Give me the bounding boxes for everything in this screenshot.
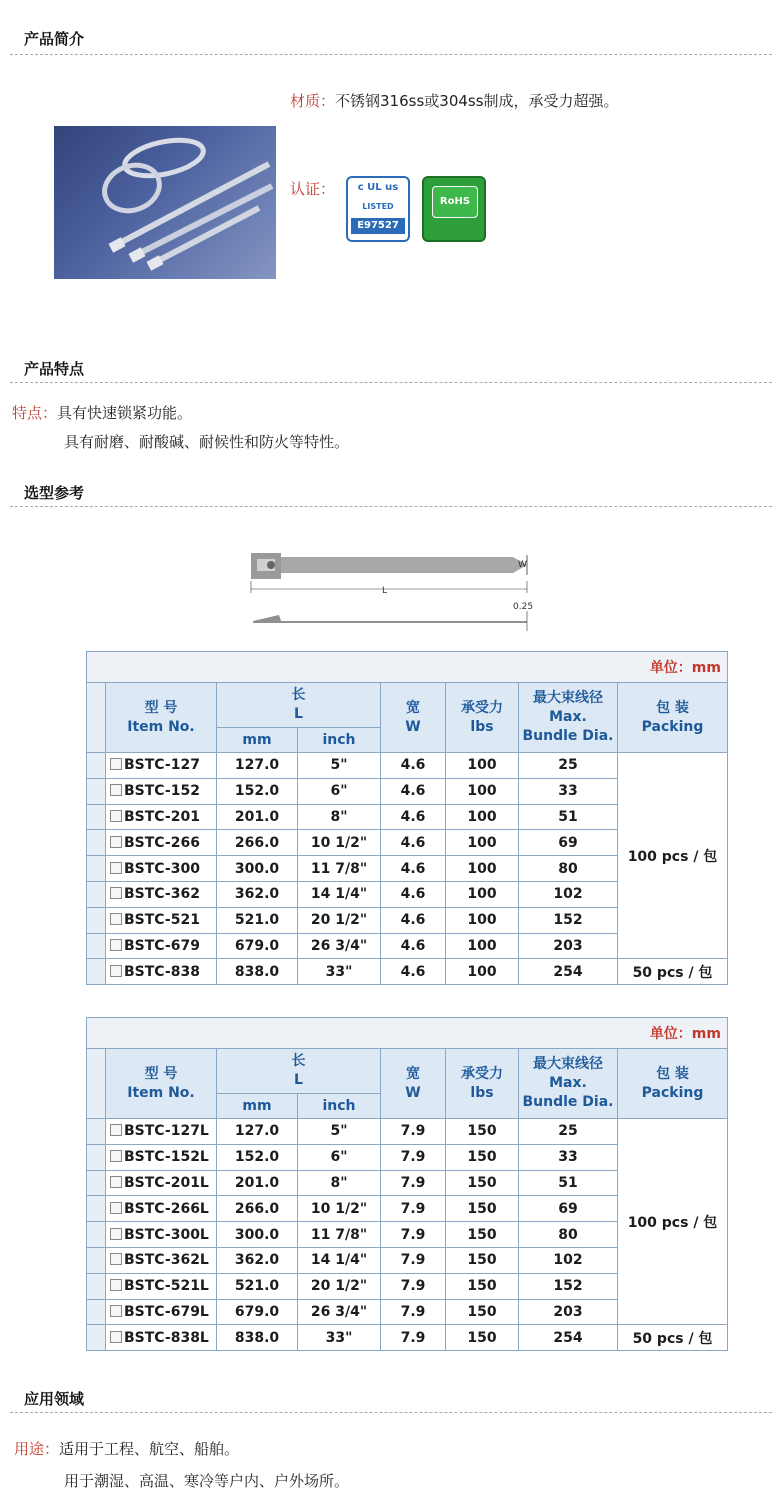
application-text-2: 用于潮湿、高温、寒冷等户内、户外场所。	[64, 1472, 350, 1490]
cert-label: 认证：	[290, 180, 336, 198]
row-checkbox[interactable]	[110, 939, 122, 951]
mm-cell: 266.0	[217, 1196, 298, 1222]
load-cell: 150	[446, 1222, 519, 1248]
item-cell: BSTC-838L	[106, 1325, 217, 1351]
bundle-cell: 203	[519, 1299, 618, 1325]
row-checkbox[interactable]	[110, 1202, 122, 1214]
row-gutter	[87, 778, 106, 804]
header-inch: inch	[298, 728, 381, 753]
inch-cell: 26 3/4"	[298, 1299, 381, 1325]
row-checkbox[interactable]	[110, 1279, 122, 1291]
width-cell: 4.6	[381, 933, 446, 959]
row-checkbox[interactable]	[110, 965, 122, 977]
table-row	[87, 959, 728, 985]
row-checkbox[interactable]	[110, 836, 122, 848]
inch-cell: 10 1/2"	[298, 1196, 381, 1222]
inch-cell: 8"	[298, 1170, 381, 1196]
load-cell: 150	[446, 1144, 519, 1170]
inch-cell: 14 1/4"	[298, 881, 381, 907]
row-checkbox[interactable]	[110, 1331, 122, 1343]
packing-cell: 50 pcs / 包	[618, 1325, 728, 1351]
load-cell: 150	[446, 1273, 519, 1299]
row-gutter	[87, 1049, 106, 1119]
material-label: 材质：	[290, 92, 336, 110]
inch-cell: 33"	[298, 959, 381, 985]
bundle-cell: 80	[519, 856, 618, 882]
row-checkbox[interactable]	[110, 1124, 122, 1136]
item-cell: BSTC-521	[106, 907, 217, 933]
header-width: 宽 W	[381, 683, 446, 753]
load-cell: 100	[446, 804, 519, 830]
rohs-text: RoHS	[432, 186, 478, 218]
width-cell: 4.6	[381, 856, 446, 882]
item-cell: BSTC-201	[106, 804, 217, 830]
mm-cell: 521.0	[217, 907, 298, 933]
application-line-1	[14, 1438, 239, 1459]
item-cell: BSTC-362	[106, 881, 217, 907]
load-cell: 100	[446, 778, 519, 804]
section-divider	[10, 1412, 772, 1413]
row-checkbox[interactable]	[110, 1253, 122, 1265]
feature-line-1	[12, 402, 192, 423]
inch-cell: 5"	[298, 1119, 381, 1145]
mm-cell: 838.0	[217, 959, 298, 985]
row-gutter	[87, 830, 106, 856]
dim-thickness-label: 0.25	[513, 602, 534, 612]
rohs-badge	[422, 176, 486, 242]
bundle-cell: 51	[519, 1170, 618, 1196]
width-cell: 7.9	[381, 1170, 446, 1196]
item-cell: BSTC-300	[106, 856, 217, 882]
mm-cell: 521.0	[217, 1273, 298, 1299]
row-gutter	[87, 1325, 106, 1351]
spec-table-standard	[86, 651, 728, 985]
inch-cell: 8"	[298, 804, 381, 830]
load-cell: 150	[446, 1247, 519, 1273]
item-cell: BSTC-300L	[106, 1222, 217, 1248]
load-cell: 100	[446, 907, 519, 933]
width-cell: 4.6	[381, 907, 446, 933]
load-cell: 150	[446, 1299, 519, 1325]
load-cell: 150	[446, 1170, 519, 1196]
inch-cell: 6"	[298, 1144, 381, 1170]
bundle-cell: 69	[519, 830, 618, 856]
row-gutter	[87, 933, 106, 959]
feature-text-2: 具有耐磨、耐酸碱、耐候性和防火等特性。	[64, 433, 350, 451]
header-packing: 包 装 Packing	[618, 683, 728, 753]
item-cell: BSTC-201L	[106, 1170, 217, 1196]
header-length: 长 L	[217, 683, 381, 728]
item-cell: BSTC-362L	[106, 1247, 217, 1273]
row-gutter	[87, 856, 106, 882]
width-cell: 4.6	[381, 778, 446, 804]
mm-cell: 127.0	[217, 753, 298, 779]
header-item: 型 号 Item No.	[106, 1049, 217, 1119]
header-load: 承受力 lbs	[446, 1049, 519, 1119]
item-cell: BSTC-266	[106, 830, 217, 856]
bundle-cell: 203	[519, 933, 618, 959]
bundle-cell: 102	[519, 881, 618, 907]
mm-cell: 201.0	[217, 804, 298, 830]
row-gutter	[87, 1299, 106, 1325]
spec-table-large	[86, 1017, 728, 1351]
row-checkbox[interactable]	[110, 758, 122, 770]
item-cell: BSTC-679L	[106, 1299, 217, 1325]
material-text: 不锈钢316ss或304ss制成，承受力超强。	[335, 92, 619, 110]
mm-cell: 362.0	[217, 1247, 298, 1273]
item-cell: BSTC-838	[106, 959, 217, 985]
item-cell: BSTC-127	[106, 753, 217, 779]
row-gutter	[87, 881, 106, 907]
row-gutter	[87, 753, 106, 779]
row-checkbox[interactable]	[110, 1176, 122, 1188]
mm-cell: 127.0	[217, 1119, 298, 1145]
load-cell: 150	[446, 1325, 519, 1351]
load-cell: 100	[446, 933, 519, 959]
header-mm: mm	[217, 728, 298, 753]
row-gutter	[87, 907, 106, 933]
feature-text-1: 具有快速锁紧功能。	[57, 404, 193, 422]
row-checkbox[interactable]	[110, 887, 122, 899]
header-bundle: 最大束线径 Max. Bundle Dia.	[519, 683, 618, 753]
width-cell: 4.6	[381, 881, 446, 907]
width-cell: 4.6	[381, 959, 446, 985]
width-cell: 7.9	[381, 1273, 446, 1299]
load-cell: 100	[446, 881, 519, 907]
inch-cell: 20 1/2"	[298, 907, 381, 933]
bundle-cell: 69	[519, 1196, 618, 1222]
header-inch: inch	[298, 1094, 381, 1119]
header-length: 长 L	[217, 1049, 381, 1094]
mm-cell: 266.0	[217, 830, 298, 856]
load-cell: 100	[446, 830, 519, 856]
width-cell: 4.6	[381, 753, 446, 779]
load-cell: 100	[446, 753, 519, 779]
item-cell: BSTC-127L	[106, 1119, 217, 1145]
row-gutter	[87, 959, 106, 985]
item-cell: BSTC-521L	[106, 1273, 217, 1299]
dim-w-label: W	[518, 560, 527, 570]
row-checkbox[interactable]	[110, 810, 122, 822]
table-row	[87, 1119, 728, 1145]
inch-cell: 5"	[298, 753, 381, 779]
item-cell: BSTC-266L	[106, 1196, 217, 1222]
width-cell: 7.9	[381, 1299, 446, 1325]
inch-cell: 11 7/8"	[298, 856, 381, 882]
item-cell: BSTC-152	[106, 778, 217, 804]
inch-cell: 33"	[298, 1325, 381, 1351]
section-divider	[10, 506, 772, 507]
section-divider	[10, 54, 772, 55]
row-gutter	[87, 1119, 106, 1145]
feature-label: 特点：	[12, 404, 58, 422]
header-bundle: 最大束线径 Max. Bundle Dia.	[519, 1049, 618, 1119]
spec-table	[86, 651, 728, 985]
bundle-cell: 152	[519, 1273, 618, 1299]
mm-cell: 362.0	[217, 881, 298, 907]
table-row	[87, 753, 728, 779]
row-gutter	[87, 804, 106, 830]
row-checkbox[interactable]	[110, 1228, 122, 1240]
packing-cell: 100 pcs / 包	[618, 753, 728, 959]
width-cell: 4.6	[381, 830, 446, 856]
width-cell: 4.6	[381, 804, 446, 830]
row-gutter	[87, 1170, 106, 1196]
item-cell: BSTC-152L	[106, 1144, 217, 1170]
load-cell: 150	[446, 1196, 519, 1222]
material-line	[290, 90, 619, 111]
ul-listed-text: LISTED	[362, 202, 394, 211]
width-cell: 7.9	[381, 1196, 446, 1222]
ul-listed-badge	[346, 176, 410, 242]
unit-label: 单位：mm	[87, 652, 728, 683]
section-title-intro: 产品简介	[24, 30, 85, 48]
spec-table	[86, 1017, 728, 1351]
row-gutter	[87, 1222, 106, 1248]
mm-cell: 201.0	[217, 1170, 298, 1196]
row-gutter	[87, 1196, 106, 1222]
inch-cell: 26 3/4"	[298, 933, 381, 959]
section-title-selection: 选型参考	[24, 484, 85, 502]
width-cell: 7.9	[381, 1119, 446, 1145]
inch-cell: 14 1/4"	[298, 1247, 381, 1273]
mm-cell: 152.0	[217, 778, 298, 804]
width-cell: 7.9	[381, 1247, 446, 1273]
bundle-cell: 51	[519, 804, 618, 830]
mm-cell: 300.0	[217, 856, 298, 882]
mm-cell: 300.0	[217, 1222, 298, 1248]
section-divider	[10, 382, 772, 383]
row-checkbox[interactable]	[110, 862, 122, 874]
bundle-cell: 33	[519, 1144, 618, 1170]
product-photo	[54, 126, 276, 279]
header-load: 承受力 lbs	[446, 683, 519, 753]
bundle-cell: 254	[519, 959, 618, 985]
header-width: 宽 W	[381, 1049, 446, 1119]
load-cell: 150	[446, 1119, 519, 1145]
mm-cell: 679.0	[217, 933, 298, 959]
application-text-1: 适用于工程、航空、船舶。	[59, 1440, 240, 1458]
row-gutter	[87, 1247, 106, 1273]
header-item: 型 号 Item No.	[106, 683, 217, 753]
inch-cell: 11 7/8"	[298, 1222, 381, 1248]
mm-cell: 152.0	[217, 1144, 298, 1170]
tie-dimension-diagram	[245, 545, 545, 635]
packing-cell: 50 pcs / 包	[618, 959, 728, 985]
inch-cell: 20 1/2"	[298, 1273, 381, 1299]
bundle-cell: 25	[519, 753, 618, 779]
load-cell: 100	[446, 959, 519, 985]
unit-label: 单位：mm	[87, 1018, 728, 1049]
row-checkbox[interactable]	[110, 1150, 122, 1162]
ul-code: E97527	[351, 218, 405, 234]
mm-cell: 679.0	[217, 1299, 298, 1325]
load-cell: 100	[446, 856, 519, 882]
bundle-cell: 254	[519, 1325, 618, 1351]
row-gutter	[87, 683, 106, 753]
application-label: 用途：	[14, 1440, 60, 1458]
header-packing: 包 装 Packing	[618, 1049, 728, 1119]
bundle-cell: 80	[519, 1222, 618, 1248]
row-checkbox[interactable]	[110, 784, 122, 796]
table-row	[87, 1325, 728, 1351]
packing-cell: 100 pcs / 包	[618, 1119, 728, 1325]
bundle-cell: 152	[519, 907, 618, 933]
row-checkbox[interactable]	[110, 1305, 122, 1317]
bundle-cell: 33	[519, 778, 618, 804]
width-cell: 7.9	[381, 1222, 446, 1248]
inch-cell: 10 1/2"	[298, 830, 381, 856]
section-title-features: 产品特点	[24, 360, 85, 378]
dim-l-label: L	[382, 586, 388, 596]
ul-top-text: c UL us	[357, 182, 399, 193]
row-gutter	[87, 1273, 106, 1299]
item-cell: BSTC-679	[106, 933, 217, 959]
section-title-application: 应用领域	[24, 1390, 85, 1408]
inch-cell: 6"	[298, 778, 381, 804]
mm-cell: 838.0	[217, 1325, 298, 1351]
cable-ties-image	[54, 126, 276, 279]
row-gutter	[87, 1144, 106, 1170]
bundle-cell: 25	[519, 1119, 618, 1145]
row-checkbox[interactable]	[110, 913, 122, 925]
header-mm: mm	[217, 1094, 298, 1119]
width-cell: 7.9	[381, 1325, 446, 1351]
bundle-cell: 102	[519, 1247, 618, 1273]
width-cell: 7.9	[381, 1144, 446, 1170]
